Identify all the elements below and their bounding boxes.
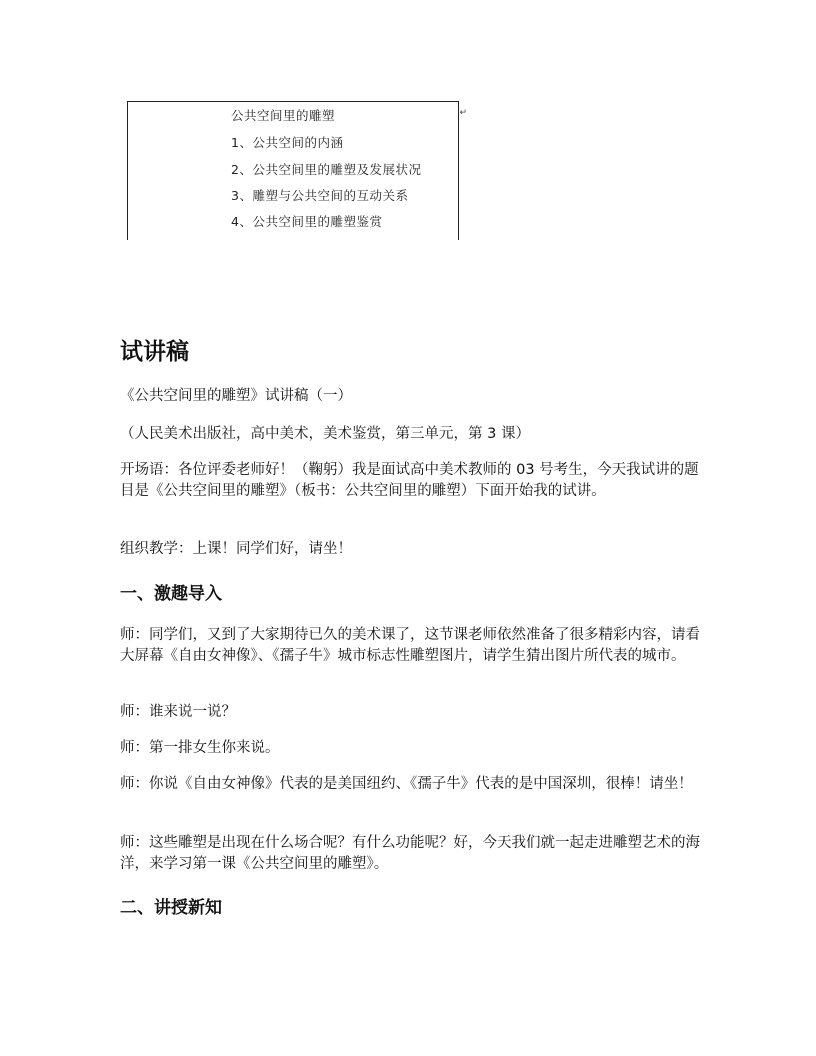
organize-paragraph: 组织教学：上课！同学们好，请坐！ <box>120 541 352 557</box>
board-item-4: 4、公共空间里的雕塑鉴赏 <box>231 214 383 229</box>
section-heading-1: 一、激趣导入 <box>120 584 222 604</box>
teacher-paragraph-4: 师：你说《自由女神像》代表的是美国纽约、《孺子牛》代表的是中国深圳，很棒！请坐！ <box>120 776 693 792</box>
board-title: 公共空间里的雕塑 <box>231 108 336 123</box>
board-item-2: 2、公共空间里的雕塑及发展状况 <box>231 162 422 177</box>
section-heading-2: 二、讲授新知 <box>120 898 222 918</box>
page-title: 试讲稿 <box>120 339 189 365</box>
teacher-paragraph-5: 师：这些雕塑是出现在什么场合呢？有什么功能呢？好，今天我们就一起走进雕塑艺术的海洋，来学习第一课《公共空间里的雕塑》。 <box>120 835 700 872</box>
teacher-paragraph-1: 师：同学们，又到了大家期待已久的美术课了，这节课老师依然准备了很多精彩内容，请看大屏幕《自由女神像》、《孺子牛》城市标志性雕塑图片，请学生猜出图片所代表的城市。 <box>120 627 700 664</box>
opening-paragraph: 开场语：各位评委老师好！（鞠躬）我是面试高中美术教师的 03 号考生，今天我试讲的题目是《公共空间里的雕塑》（板书：公共空间里的雕塑）下面开始我的试讲。 <box>120 462 699 499</box>
blackboard-plan-image <box>127 101 467 240</box>
board-item-3: 3、雕塑与公共空间的互动关系 <box>231 188 409 203</box>
board-item-1: 1、公共空间的内涵 <box>231 135 344 150</box>
paragraph-mark-icon: ↵ <box>459 108 467 118</box>
lesson-source: （人民美术出版社，高中美术，美术鉴赏，第三单元，第 3 课） <box>120 426 530 442</box>
lesson-subtitle: 《公共空间里的雕塑》试讲稿（一） <box>120 388 352 404</box>
teacher-paragraph-2: 师：谁来说一说？ <box>120 704 236 720</box>
teacher-paragraph-3: 师：第一排女生你来说。 <box>120 740 280 756</box>
